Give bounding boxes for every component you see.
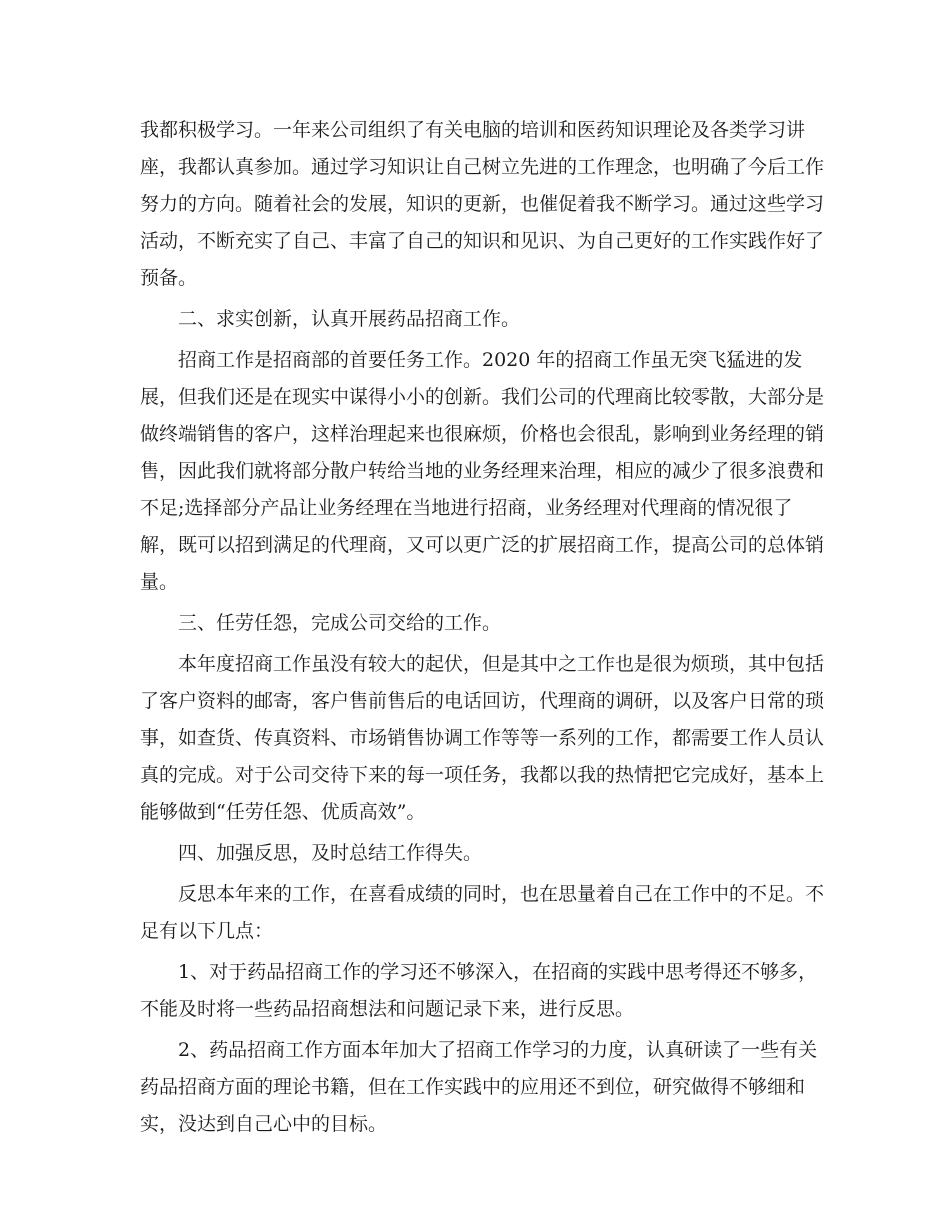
text-line: 四、加强反思，及时总结工作得失。 — [178, 842, 483, 864]
text-line: 预备。 — [140, 267, 198, 289]
text-line: 药品招商方面的理论书籍，但在工作实践中的应用还不到位，研究做得不够细和 — [140, 1076, 806, 1098]
text-line: 事，如查货、传真资料、市场销售协调工作等等一系列的工作，都需要工作人员认 — [140, 727, 825, 749]
text-line: 努力的方向。随着社会的发展，知识的更新，也催促着我不断学习。通过这些学习 — [140, 193, 825, 215]
text-line: 本年度招商工作虽没有较大的起伏，但是其中之工作也是很为烦琐，其中包括 — [178, 653, 825, 675]
text-line: 售，因此我们就将部分散户转给当地的业务经理来治理，相应的减少了很多浪费和 — [140, 460, 825, 482]
text-line: 了客户资料的邮寄，客户售前售后的电话回访，代理商的调研，以及客户日常的琐 — [140, 690, 825, 712]
text-line: 招商工作是招商部的首要任务工作。2020 年的招商工作虽无突飞猛进的发 — [178, 349, 803, 371]
text-line: 真的完成。对于公司交待下来的每一项任务，我都以我的热情把它完成好，基本上 — [140, 764, 825, 786]
text-line: 三、任劳任怨，完成公司交给的工作。 — [178, 612, 502, 634]
document-body — [140, 112, 825, 1143]
text-line: 2、药品招商工作方面本年加大了招商工作学习的力度，认真研读了一些有关 — [178, 1039, 818, 1061]
text-line: 做终端销售的客户，这样治理起来也很麻烦，价格也会很乱，影响到业务经理的销 — [140, 423, 825, 445]
text-line: 活动，不断充实了自己、丰富了自己的知识和见识、为自己更好的工作实践作好了 — [140, 230, 825, 252]
text-line: 能够做到“任劳任怨、优质高效”。 — [140, 801, 426, 823]
text-line: 解，既可以招到满足的代理商，又可以更广泛的扩展招商工作，提高公司的总体销 — [140, 534, 825, 556]
text-line: 1、对于药品招商工作的学习还不够深入，在招商的实践中思考得还不够多， — [178, 961, 818, 983]
text-line: 我都积极学习。一年来公司组织了有关电脑的培训和医药知识理论及各类学习讲 — [140, 119, 806, 141]
text-line: 二、求实创新，认真开展药品招商工作。 — [178, 308, 521, 330]
text-line: 展，但我们还是在现实中谋得小小的创新。我们公司的代理商比较零散，大部分是 — [140, 386, 825, 408]
text-line: 实，没达到自己心中的目标。 — [140, 1113, 388, 1135]
text-line: 不能及时将一些药品招商想法和问题记录下来，进行反思。 — [140, 998, 635, 1020]
text-line: 足有以下几点： — [140, 920, 274, 942]
text-line: 不足;选择部分产品让业务经理在当地进行招商，业务经理对代理商的情况很了 — [140, 497, 793, 519]
text-line: 量。 — [140, 571, 179, 593]
text-line: 座，我都认真参加。通过学习知识让自己树立先进的工作理念，也明确了今后工作 — [140, 156, 825, 178]
text-line: 反思本年来的工作，在喜看成绩的同时，也在思量着自己在工作中的不足。不 — [178, 883, 825, 905]
